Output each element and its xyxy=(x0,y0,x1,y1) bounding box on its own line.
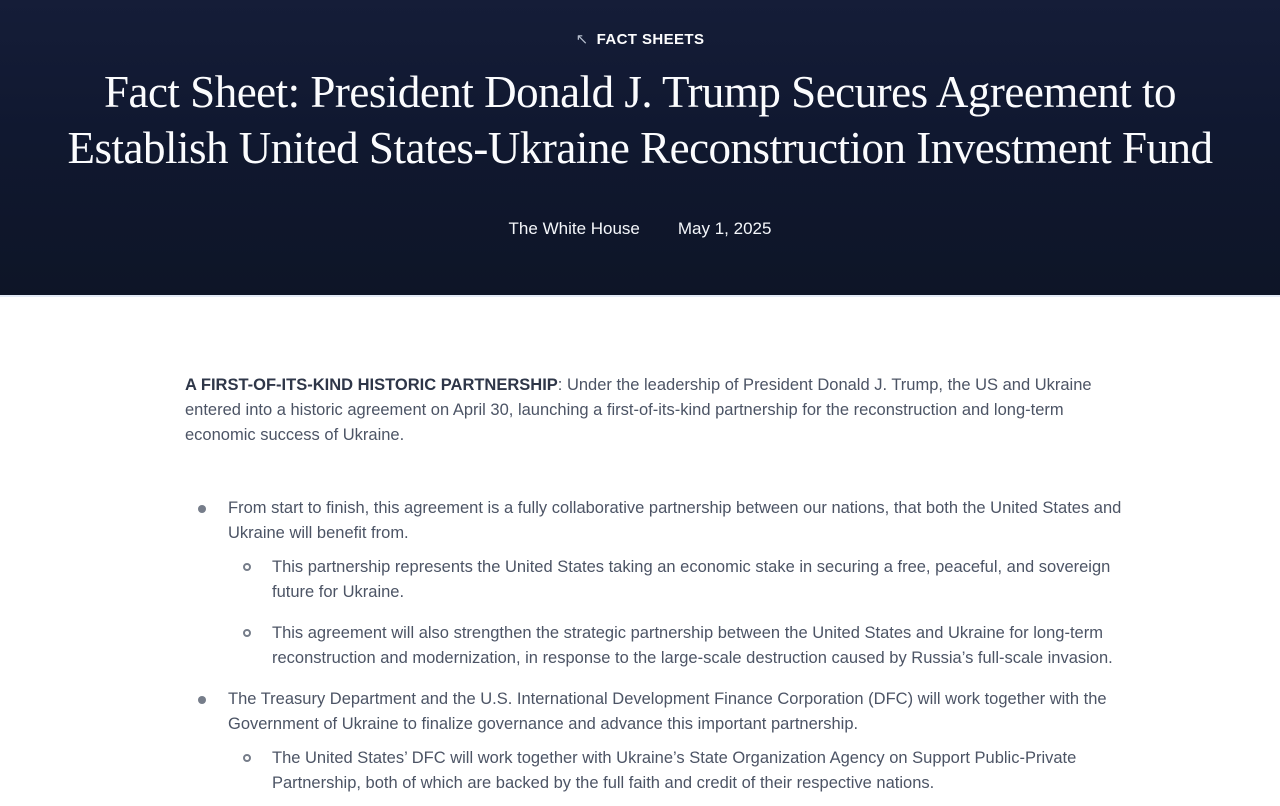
sub-list-item xyxy=(228,746,1130,796)
page-title xyxy=(0,64,1280,176)
bullet-list xyxy=(185,496,1130,796)
lead-heading: A FIRST-OF-ITS-KIND HISTORIC PARTNERSHIP xyxy=(185,376,558,394)
arrow-up-left-icon: ↖ xyxy=(575,31,589,48)
bullet-icon xyxy=(198,696,206,704)
sub-bullet-text: The United States’ DFC will work together with Ukraine’s State Organization Agency on Support Public-Private Partnership, both of which are backed by the full faith and credit of their respective nations. xyxy=(272,749,1077,792)
lead-text: : Under the leadership of President Donald J. Trump, the US and Ukraine entered into a historic agreement on April 30, launching a first-of-its-kind partnership for the reconstruction and long-term economic success of Ukraine. xyxy=(185,376,1092,444)
sub-bullet-list xyxy=(228,555,1130,671)
sub-bullet-text: This agreement will also strengthen the strategic partnership between the United States and Ukraine for long-term reconstruction and modernization, in response to the large-scale destruction caused by Russia’s full-scale invasion. xyxy=(272,624,1113,667)
meta-source: The White House xyxy=(508,219,640,238)
hollow-bullet-icon xyxy=(243,629,251,637)
meta-date: May 1, 2025 xyxy=(677,219,772,238)
title-line-2: Establish United States-Ukraine Reconstruction Investment Fund xyxy=(67,123,1213,173)
sub-bullet-text: This partnership represents the United States taking an economic stake in securing a free, peaceful, and sovereign future for Ukraine. xyxy=(272,558,1111,601)
hollow-bullet-icon xyxy=(243,754,251,762)
sub-bullet-list xyxy=(228,746,1130,796)
list-item xyxy=(185,496,1130,671)
sub-list-item xyxy=(228,621,1130,671)
sub-list-item xyxy=(228,555,1130,605)
article-body xyxy=(0,297,1130,796)
lead-paragraph xyxy=(185,373,1125,448)
title-line-1: Fact Sheet: President Donald J. Trump Secures Agreement to xyxy=(103,67,1177,117)
article-meta xyxy=(0,219,1280,239)
bullet-text: From start to finish, this agreement is a fully collaborative partnership between our nations, that both the United States and Ukraine will benefit from. xyxy=(228,499,1122,542)
breadcrumb-label: FACT SHEETS xyxy=(596,31,705,48)
list-item xyxy=(185,687,1130,796)
hollow-bullet-icon xyxy=(243,563,251,571)
bullet-text: The Treasury Department and the U.S. International Development Finance Corporation (DFC) will work together with the Government of Ukraine to finalize governance and advance this important partnership. xyxy=(228,690,1107,733)
page-hero xyxy=(0,0,1280,297)
bullet-icon xyxy=(198,505,206,513)
fact-sheets-breadcrumb[interactable] xyxy=(576,31,705,48)
